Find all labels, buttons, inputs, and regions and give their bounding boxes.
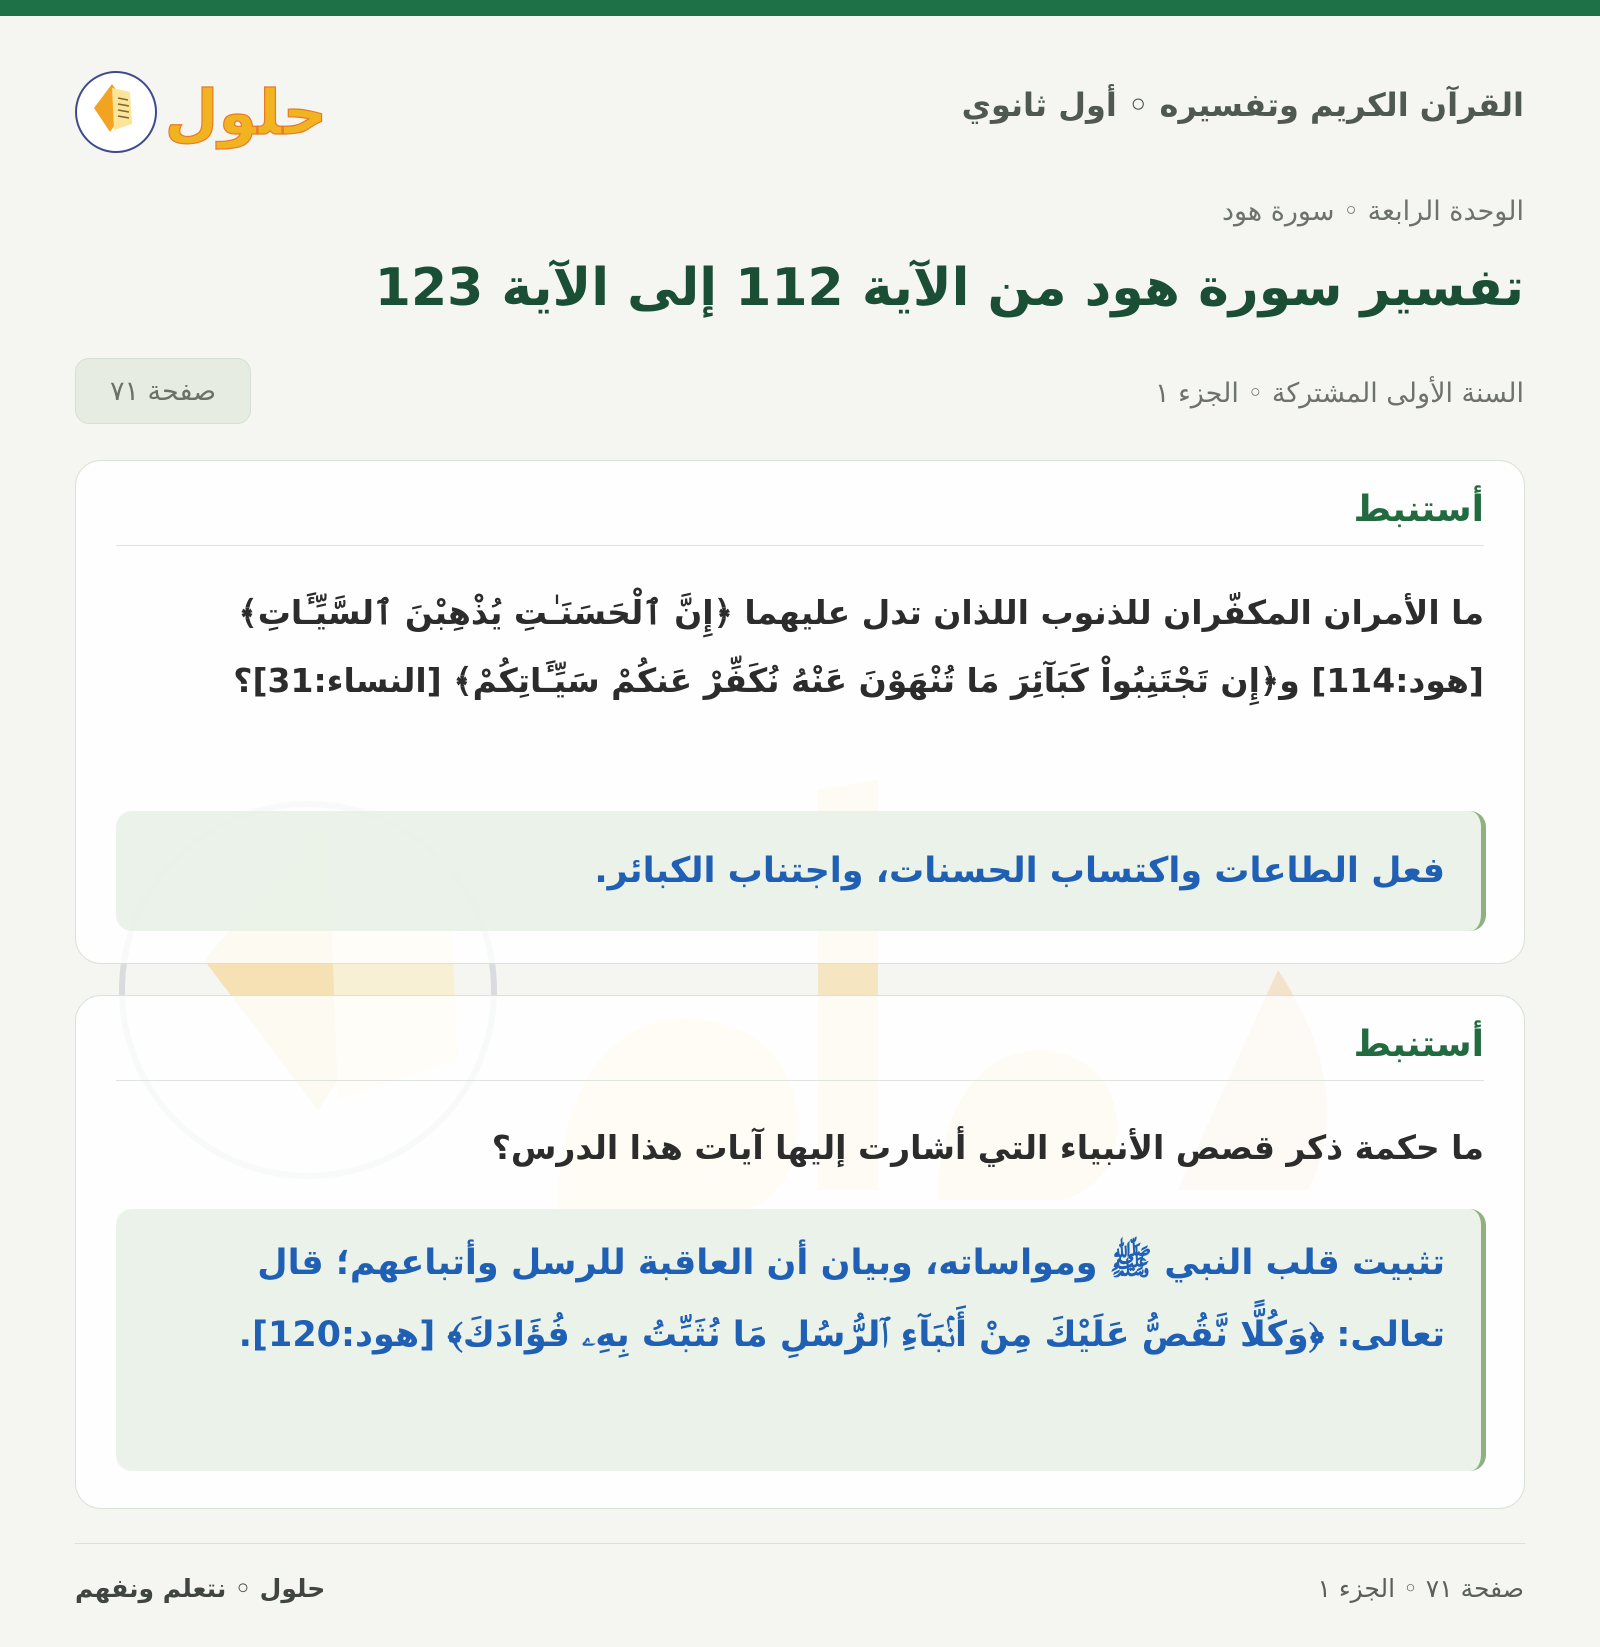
exercise-card-1 [75,460,1525,964]
subject-title: القرآن الكريم وتفسيره ◦ أول ثانوي [961,86,1524,124]
exercise-label: أستنبط [1353,489,1484,530]
logo-text: حلول [164,76,328,149]
exercise-card-2 [75,995,1525,1509]
grade-part-line: السنة الأولى المشتركة ◦ الجزء ١ [1154,378,1524,409]
page-number-badge: صفحة ٧١ [75,358,251,424]
exercise-header [116,1024,1484,1081]
answer-text: فعل الطاعات واكتساب الحسنات، واجتناب الكبائر. [594,851,1445,891]
lesson-title: تفسير سورة هود من الآية 112 إلى الآية 123 [374,258,1524,318]
exercise-header [116,489,1484,546]
top-accent-bar [0,0,1600,16]
exercise-question: ما الأمران المكفّران للذنوب اللذان تدل عليهما ﴿إِنَّ ٱلْحَسَنَـٰتِ يُذْهِبْنَ ٱلسَّيِّـَٔاتِ﴾ [هود:114] و﴿إِن تَجْتَنِبُواْ كَبَآئِرَ مَا تُنْهَوْنَ عَنْهُ نُكَفِّرْ عَنكُمْ سَيِّـَٔاتِكُمْ﴾ [النساء:31]؟ [233,593,1484,700]
book-in-circle-icon [74,52,334,160]
footer-divider [75,1543,1525,1544]
footer-page-info: صفحة ٧١ ◦ الجزء ١ [1317,1574,1524,1603]
exercise-answer [116,811,1486,931]
unit-breadcrumb: الوحدة الرابعة ◦ سورة هود [1221,196,1524,227]
answer-text: تثبيت قلب النبي ﷺ ومواساته، وبيان أن العاقبة للرسل وأتباعهم؛ قال تعالى: ﴿وَكُلًّا نَّقُصُّ عَلَيْكَ مِنْ أَنۢبَآءِ ٱلرُّسُلِ مَا نُثَبِّتُ بِهِۦ فُؤَادَكَ﴾ [هود:120]. [238,1243,1445,1355]
hulul-logo[interactable] [74,52,334,160]
page-header [74,52,1524,162]
footer-brand: حلول ◦ نتعلم ونفهم [75,1574,326,1603]
exercise-answer [116,1209,1486,1471]
exercise-label: أستنبط [1353,1024,1484,1065]
exercise-question: ما حكمة ذكر قصص الأنبياء التي أشارت إليها آيات هذا الدرس؟ [491,1128,1484,1167]
